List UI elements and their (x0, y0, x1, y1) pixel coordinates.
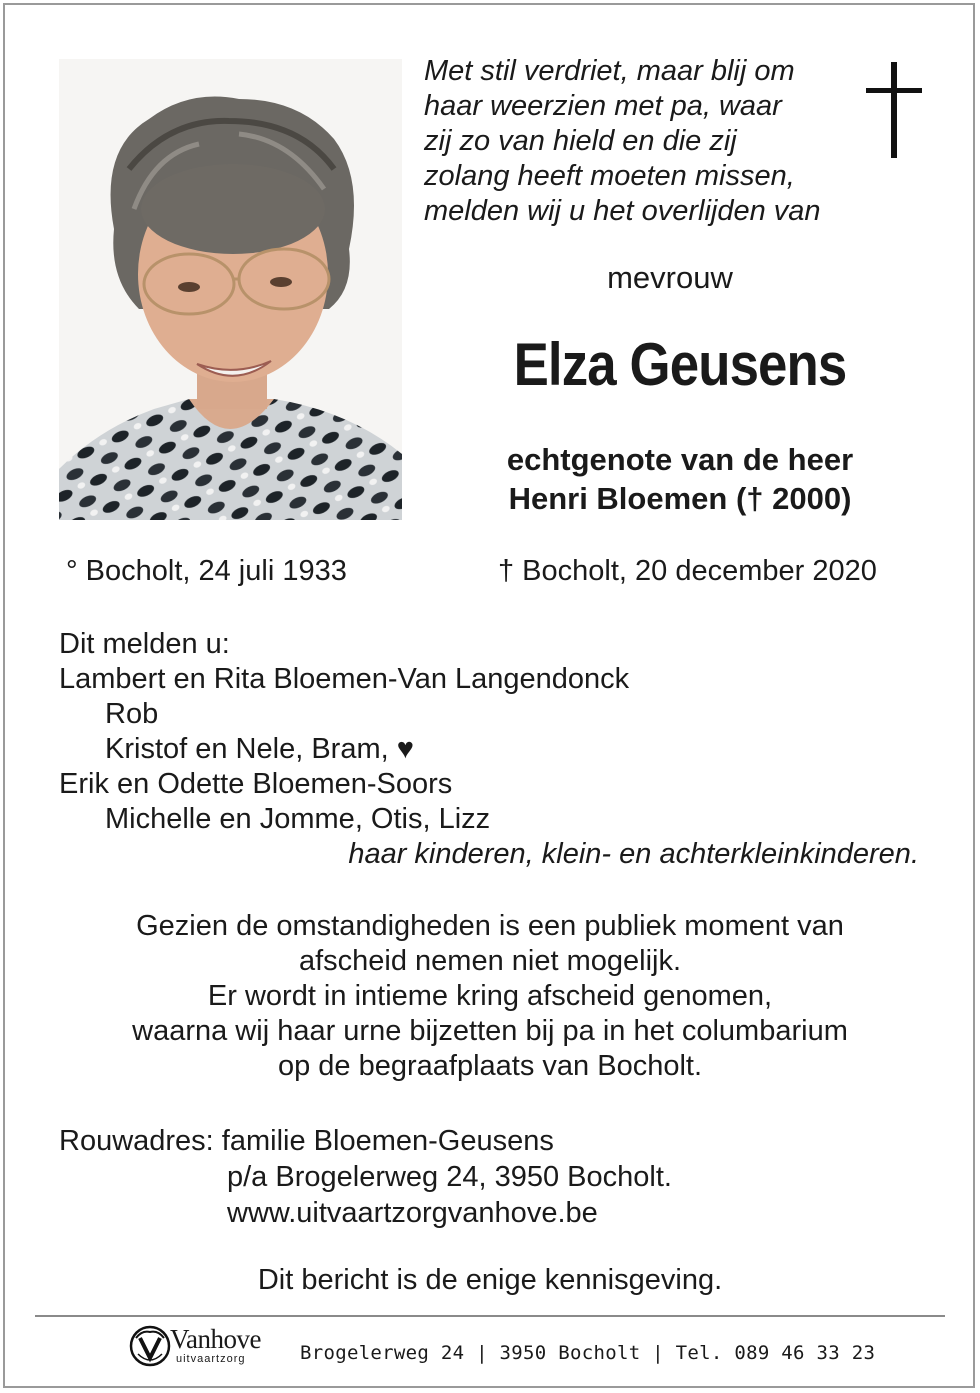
death-date: † Bocholt, 20 december 2020 (498, 555, 877, 587)
vanhove-logo-icon (128, 1324, 172, 1368)
cross-icon (866, 62, 922, 158)
intro-line: haar weerzien met pa, waar (424, 90, 782, 122)
mourning-address (59, 1123, 919, 1231)
family-line: Rob (105, 698, 159, 730)
family-line: Lambert en Rita Bloemen-Van Langendonck (59, 663, 630, 695)
intro-line: Met stil verdriet, maar blij om (424, 55, 795, 87)
logo-name: Vanhove (170, 1324, 261, 1354)
sole-notice: Dit bericht is de enige kennisgeving. (257, 1264, 723, 1296)
footer-contact: Brogelerweg 24 | 3950 Bocholt | Tel. 089 46 33 23 (300, 1342, 876, 1364)
portrait-photo (59, 59, 402, 520)
spouse-line: Henri Bloemen († 2000) (508, 481, 852, 516)
birth-date: ° Bocholt, 24 juli 1933 (66, 555, 347, 587)
logo-subtitle: uitvaartzorg (176, 1353, 246, 1365)
family-line: Kristof en Nele, Bram, ♥ (105, 733, 414, 765)
address-street: p/a Brogelerweg 24, 3950 Bocholt. (227, 1161, 672, 1193)
family-closing: haar kinderen, klein- en achterkleinkinderen. (348, 838, 919, 870)
footer-divider (35, 1315, 945, 1317)
family-list (59, 627, 929, 872)
intro-text (424, 54, 864, 229)
intro-line: zij zo van hield en die zij (424, 125, 737, 157)
notice-line: Gezien de omstandigheden is een publiek moment van (136, 910, 844, 942)
family-line: Michelle en Jomme, Otis, Lizz (105, 803, 491, 835)
deceased-name: Elza Geusens (513, 331, 847, 398)
family-line: Erik en Odette Bloemen-Soors (59, 768, 453, 800)
intro-line: melden wij u het overlijden van (424, 195, 821, 227)
spouse-line: echtgenote van de heer (506, 442, 854, 477)
website-link[interactable]: www.uitvaartzorgvanhove.be (227, 1197, 598, 1229)
footer (128, 1322, 888, 1372)
family-heading: Dit melden u: (59, 628, 230, 660)
ceremony-notice (40, 909, 940, 1084)
notice-line: op de begraafplaats van Bocholt. (277, 1050, 703, 1082)
notice-line: Er wordt in intieme kring afscheid genomen, (207, 980, 773, 1012)
address-label: Rouwadres: familie Bloemen-Geusens (59, 1125, 554, 1157)
title-prefix: mevrouw (607, 260, 733, 295)
notice-line: afscheid nemen niet mogelijk. (298, 945, 682, 977)
spouse-info (420, 440, 940, 518)
intro-line: zolang heeft moeten missen, (424, 160, 795, 192)
notice-line: waarna wij haar urne bijzetten bij pa in het columbarium (132, 1015, 848, 1047)
